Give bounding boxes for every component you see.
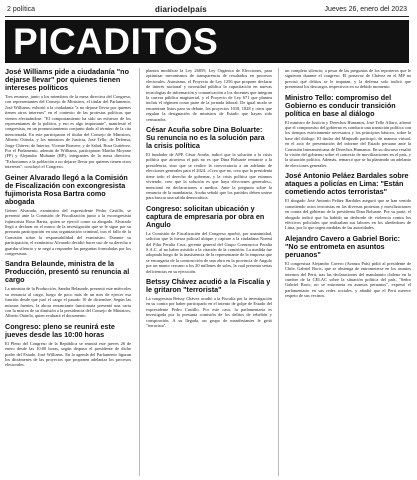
section-label: 2 política [7, 6, 36, 13]
article-body: El Pleno del Congreso de la República se reunirá este jueves 26 de enero desde las 10:00 horas, según dispuso el presidente de dicho poder del Estado, José Williams. En la agenda del Parlamento figuran los dictámenes de las proyectos que proponen adelantar los procesos electorales. [5, 340, 131, 368]
article [5, 68, 131, 170]
article-body: El ministro de Justicia y Derechos Humanos, José Tello Alfaro, afirmó que el compromiso del gobierno es conducir una transición política con los tiempos estrictamente necesarios y los principios básicos, sobre la base del diálogo. El titular del Minjusdh participó, de manera virtual, en el acto de presentación del informe del Estado peruano ante la Comisión Interamericana de Derechos Humanos. En su discurso resaltó la visión del gobierno sobre el contexto de movilizaciones en el país, y la situación política. Además, remarcó que se ha planteado un adelanto de elecciones generales. [285, 119, 411, 168]
article-body: El abogado José Antonio Peláez Bardales aseguró que se han venido cometiendo actos terroristas en las diversas protestas y movilizaciones en contra del gobierno de la presidenta Dina Boluarte. Por su parte, el abogado indicó que ha habido un desborde de violencia contra los efectivos policiales que realizaban sus labores en los alrededores de Lima, por lo que urgen medidas de las autoridades. [285, 198, 411, 231]
article-headline: Congreso: pleno se reunirá este jueves desde las 10:00 horas [5, 321, 115, 339]
article [285, 235, 411, 299]
article [285, 68, 411, 90]
article-body: La Comisión de Fiscalización del Congreso aprobó, por unanimidad, solicitar que la fuerza policial ubique y capture a la ciudadana Noemí del Pilar Peralta Cruz, gerente general del Grupo Constructor Peralta S.A.C. al no haber asistido a la citación de la comisión. La medida fue adoptada luego de la inasistencia de la representante de la empresa que se encargaría de la construcción de una obra en la provincia de Angulo por un monto cercano a los 20 millones de soles, la cual presenta serias deficiencias en su ejecución. [146, 230, 272, 274]
article [5, 174, 131, 257]
issue-date: Jueves 26, enero del 2023 [324, 6, 407, 13]
article-headline: Congreso: solicitan ubicación y captura de empresaria por obra en Angulo [146, 203, 265, 229]
column-divider [139, 68, 140, 476]
article-body: Geiner Alvarado, exministro del expresidente Pedro Castillo, se presentó ante la Comisión de Fiscalización junto a la excongresista fujimorista Rosa Bartra, quien se ejerció como su abogada. Alvarado llegó a declarar en el marco de la investigación que se le sigue por su presunta participación en una organización criminal, tras el fallo de la Comisión sobre la responsabilidad del exministro. Durante su participación, el exministro Alvarado decidió hacer uso de su derecho a guardar silencio y se negó a responder las preguntas formuladas por los congresistas. [5, 207, 131, 256]
article-body: El fundador de APP, César Acuña, indicó que la solución a la crisis política que atraviesa el país no es que Dina Boluarte renuncie a la presidencia, sino que se realice la convocatoria a un adelanto de elecciones generales para el 2024. «Creo que no, creo que la presidenta tiene todo el derecho de gobernar, y la crisis política que estamos viviendo, creo que la solución es que haya elecciones generales», mencionó en declaraciones a medios. Ante la pregunta sobre la renuncia de la mandataria, Acuña señaló que los partidos deben unirse para buscar una salida democrática. [146, 152, 272, 201]
column-2 [146, 68, 272, 476]
article-headline: Geiner Alvarado llegó a la Comisión de Fiscalización con excongresista fujimorista Rosa Bartra como abogada [5, 172, 128, 206]
article-headline: José Antonio Peláez Bardales sobre ataques a policías en Lima: "Están cometiendo actos terroristas" [285, 171, 409, 197]
column-divider [278, 68, 279, 476]
article-headline: Alejandro Cavero a Gabriel Boric: "No se entrometa en asuntos peruanos" [285, 233, 401, 259]
article [146, 68, 272, 122]
article-body: La congresista Betssy Chávez acudió a la Fiscalía por la investigación en su contra por haber participado en el intento de golpe de Estado del expresidente Pedro Castillo. Por este caso, la parlamentaria es investigada por la presunta comisión de los delitos de rebelión y conspiración. A su llegada, un grupo de manifestantes le gritó "terrorista". [146, 295, 272, 328]
newspaper-brand: diariodelpaís [155, 5, 207, 14]
article [146, 278, 272, 328]
article-body: El congresista Alejandro Cavero (Avanza País) pidió al presidente de Chile, Gabriel Boric, que se abstenga de entrometerse en los asuntos internos del Perú, tras las declaraciones del mandatario chileno en la cumbre de la CELAC sobre la situación política del país. "Señor Gabriel Boric, no se entrometa en asuntos peruanos", expresó el parlamentario en sus redes sociales, y añadió que el Perú merece respeto de sus vecinos. [285, 260, 411, 299]
column-3 [285, 68, 411, 476]
article-headline: César Acuña sobre Dina Boluarte: Su renuncia no es la solución para la crisis política [146, 125, 265, 151]
article-headline: Ministro Tello: compromiso del Gobierno es conducir transición política en base al diálogo [285, 92, 396, 118]
article-headline: Sandra Belaunde, ministra de la Producción, presentó su renuncia al cargo [5, 259, 130, 285]
article [146, 126, 272, 201]
article-body: plantea modificar la Ley 26859, Ley Orgánica de Elecciones, para optimizar mecanismos de transparencia de resultados en procesos electorales. Asimismo, el Proyecto de Ley 1256 que propone declarar de interés nacional y necesidad pública la capacitación en nuevas tecnologías de información y comunicación a los docentes que integran la carrera pública magisterial, y el Proyecto de Ley 671 que plantea incluir el régimen como parte de la jornada laboral. De igual modo se encuentran listos para su debate, los proyectos 1018, 1828 y otros que regulan la designación de ministros de Estado que hayan sido censurados. [146, 68, 272, 122]
article-body: Tres reunirse, junto a los miembros de la mesa directiva del Congreso, con representantes del Consejo de Ministros, el titular del Parlamento, José Williams, exhortó a la ciudadanía "a no dejarse llevar por quienes tienen otros intereses" en el contexto de las protestas políticas que vienen efectuándose. "El comportamiento ha sido un esfuerzo de los representantes de la política, y eso es algo importante", manifestó el congresista, en un pronunciamiento conjunto dado al término de la cita mencionada. En este participaron el titular del Consejo de Ministros, Alberto Otárola, y los ministros de Justicia, José Tello; de Defensa, Jorge Chávez; de Interior, Vicente Romero; y de Salud, Rosa Gutiérrez. Por el Parlamento, además de Williams, participaron Martha Moyano (FP) y Alejandro Muñante (RP), integrantes de la mesa directiva. "Exhortamos a la población a no dejarse llevar por quienes tienen otros intereses", concluyó el Congreso. [5, 94, 131, 170]
article [5, 260, 131, 318]
article-headline: José Williams pide a ciudadanía "no dejarse llevar" por quienes tienen intereses políticos [5, 68, 129, 92]
column-1 [5, 68, 131, 476]
article-headline: Betssy Chávez acudió a la Fiscalía y le gritaron "terrorista" [146, 276, 271, 294]
section-banner: PICADITOS [5, 20, 409, 63]
article [285, 172, 411, 230]
page-header [5, 4, 409, 17]
article-body: La ministra de la Producción, Sandra Belaunde, presentó este miércoles su renuncia al cargo, luego de poco más de un mes de ejercer esa función desde que juró el cargo el pasado 10 de diciembre. Según las mismas fuentes, la ahora renunciante funcionaria presentó una carta con la misiva de su dimisión a la presidencia del Consejo de Ministros, Alberto Otárola, quien evaluará el documento. [5, 286, 131, 319]
article [285, 94, 411, 169]
article-body: un completo silencio; a pesar de las preguntas de los reporteros que le siguieron durante el congreso. El portavoz de Chávez en el MP no precisó qué delitos se le imputan, y la defensa solo indicó que presentará los descargos respectivos en su debido momento. [285, 68, 411, 90]
article [5, 323, 131, 368]
article [146, 205, 272, 274]
